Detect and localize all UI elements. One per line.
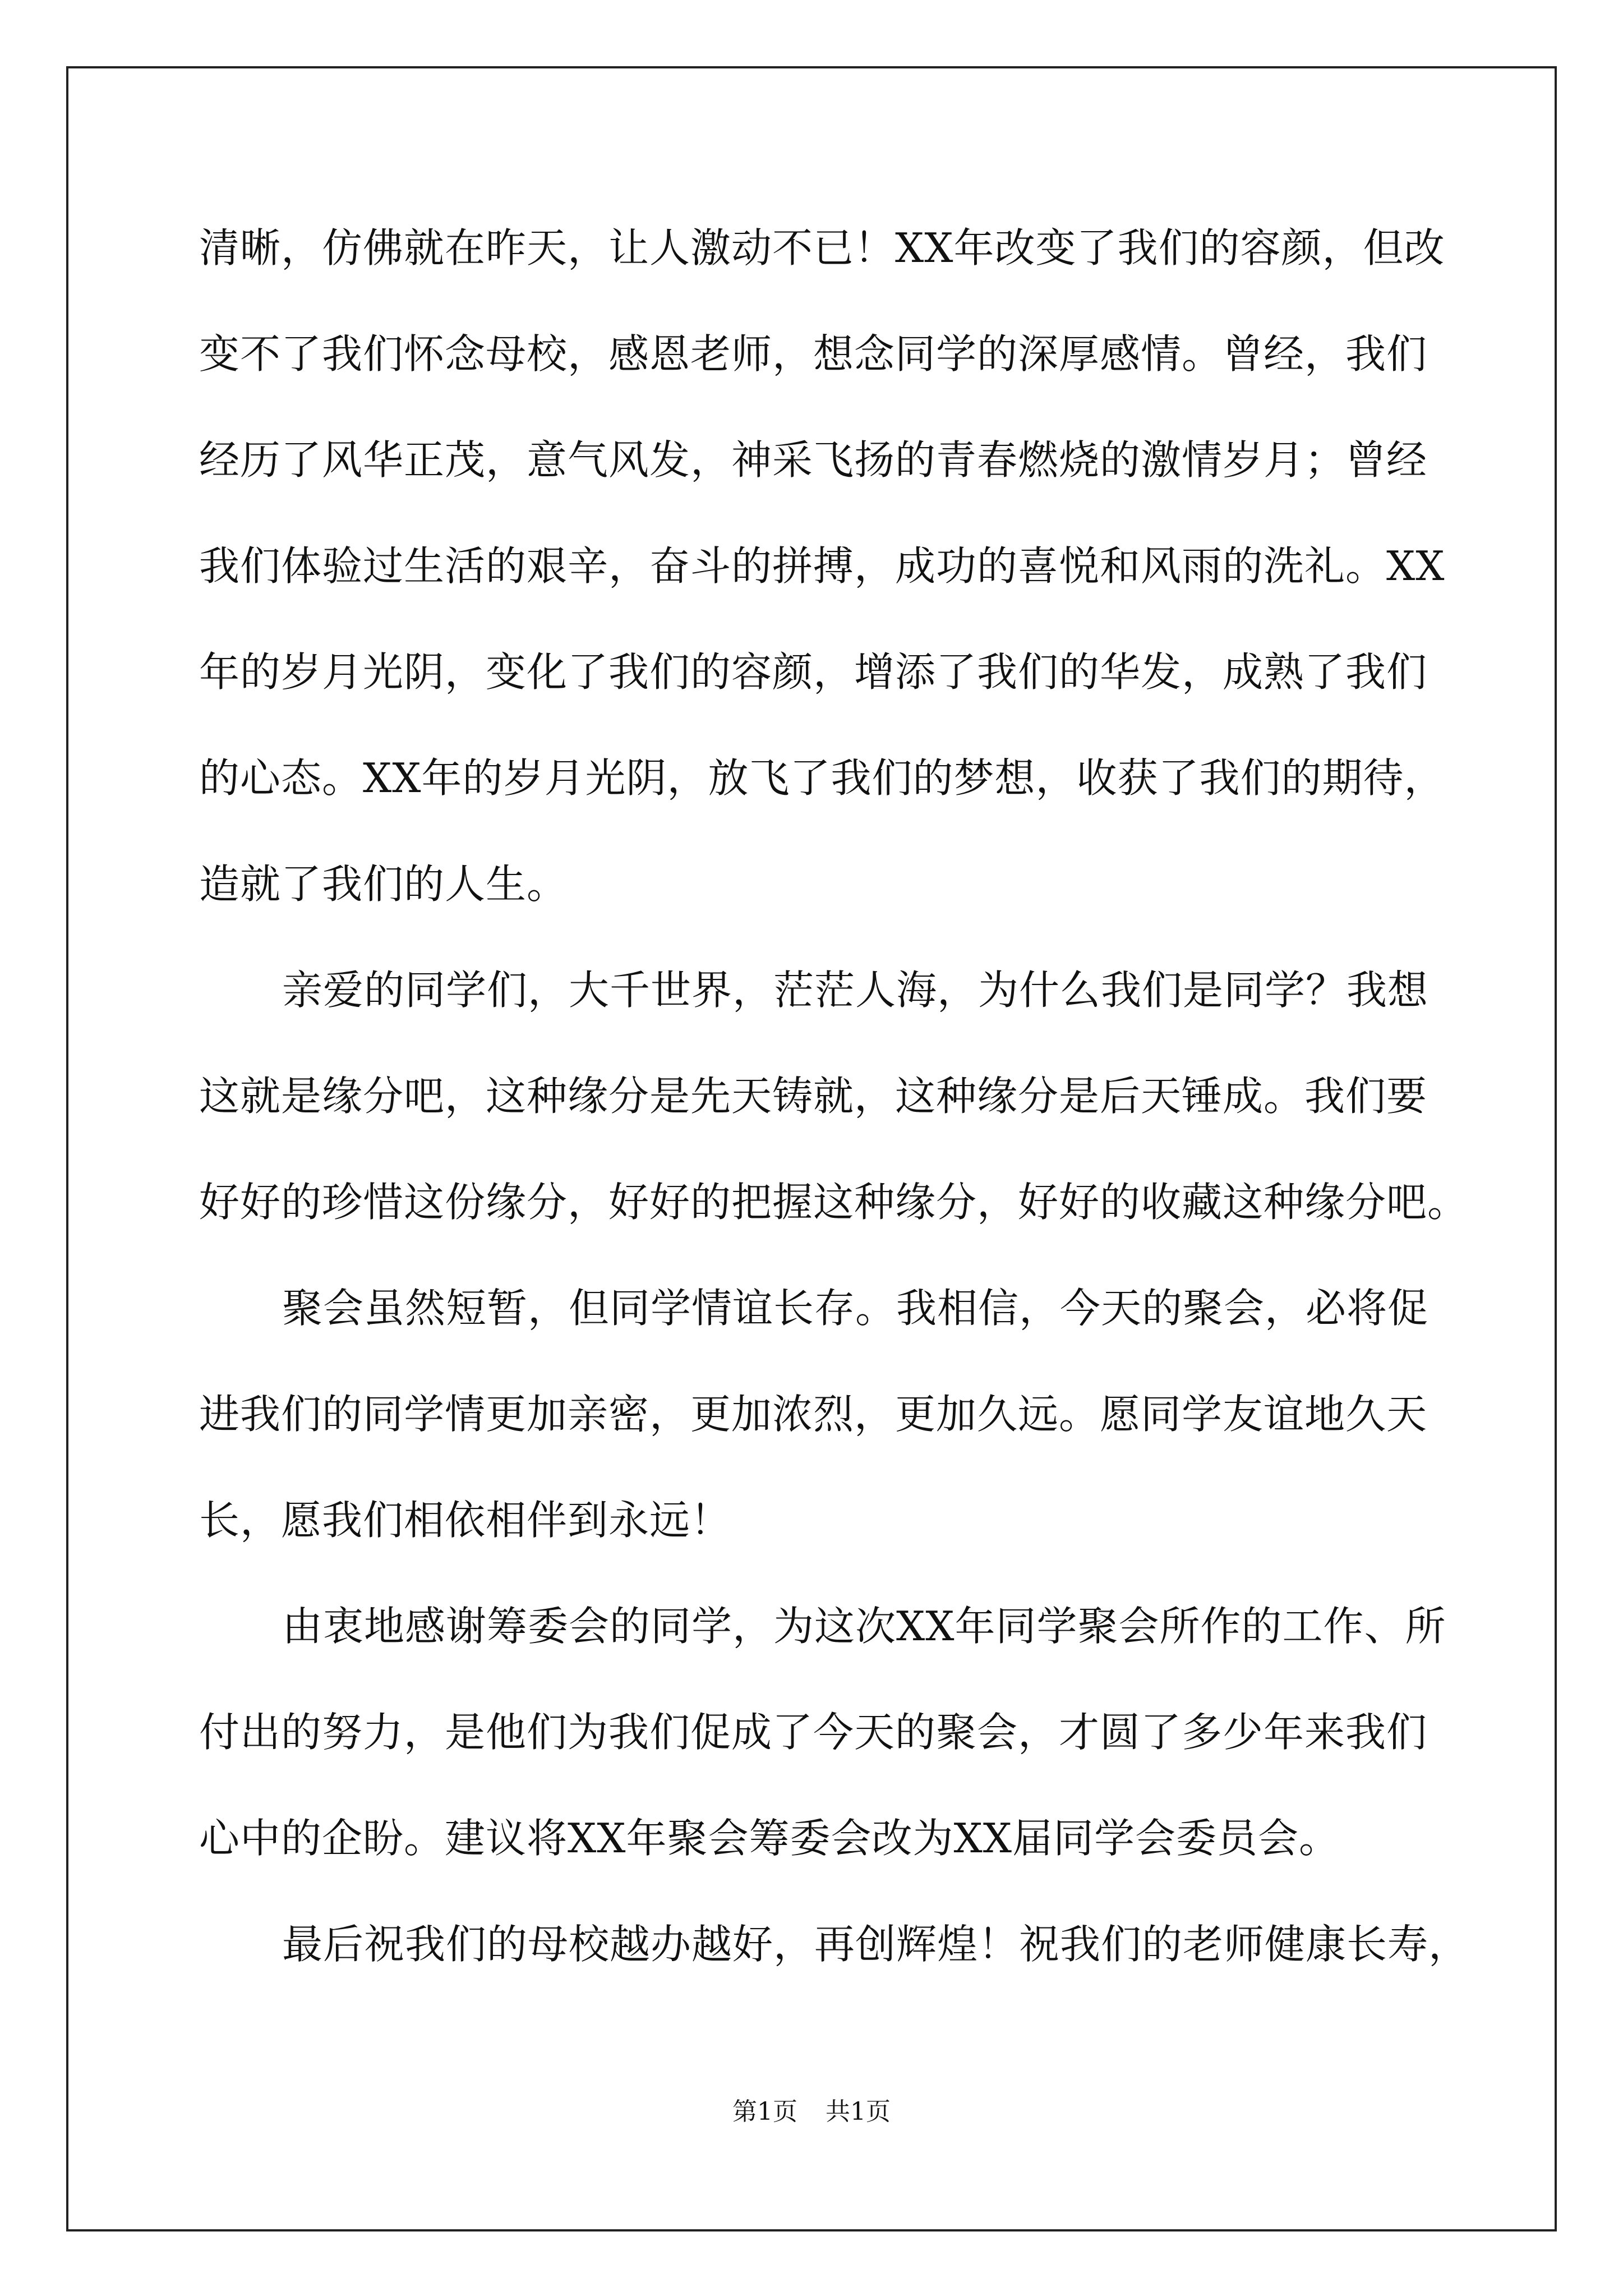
paragraph-start-line: 亲爱的同学们，大千世界，茫茫人海，为什么我们是同学？我想 bbox=[282, 967, 1429, 1014]
text-line: 造就了我们的人生。 bbox=[199, 861, 568, 908]
text-line: 心中的企盼。建议将XX年聚会筹委会改为XX届同学会委员会。 bbox=[199, 1815, 1340, 1862]
text-line: 进我们的同学情更加亲密，更加浓烈，更加久远。愿同学友谊地久天 bbox=[199, 1391, 1428, 1438]
paragraph-start-line: 最后祝我们的母校越办越好，再创辉煌！祝我们的老师健康长寿， bbox=[282, 1921, 1470, 1968]
paragraph-start-line: 聚会虽然短暂，但同学情谊长存。我相信，今天的聚会，必将促 bbox=[282, 1285, 1429, 1332]
text-line: 好好的珍惜这份缘分，好好的把握这种缘分，好好的收藏这种缘分吧。 bbox=[199, 1179, 1469, 1226]
text-line: 这就是缘分吧，这种缘分是先天铸就，这种缘分是后天锤成。我们要 bbox=[199, 1073, 1428, 1120]
text-line: 的心态。XX年的岁月光阴，放飞了我们的梦想，收获了我们的期待， bbox=[199, 754, 1445, 802]
text-line: 年的岁月光阴，变化了我们的容颜，增添了我们的华发，成熟了我们 bbox=[199, 648, 1428, 696]
text-line: 付出的努力，是他们为我们促成了今天的聚会，才圆了多少年来我们 bbox=[199, 1709, 1428, 1756]
page-footer bbox=[0, 2095, 1623, 2129]
paragraph-start-line: 由衷地感谢筹委会的同学，为这次XX年同学聚会所作的工作、所 bbox=[282, 1603, 1446, 1650]
document-body bbox=[199, 214, 1470, 2017]
page-number-current: 第1页 bbox=[732, 2097, 797, 2126]
text-line: 长，愿我们相依相伴到永远！ bbox=[199, 1497, 732, 1544]
page-number-total: 共1页 bbox=[826, 2097, 891, 2126]
text-line: 我们体验过生活的艰辛，奋斗的拼搏，成功的喜悦和风雨的洗礼。XX bbox=[199, 542, 1445, 590]
text-line: 变不了我们怀念母校，感恩老师，想念同学的深厚感情。曾经，我们 bbox=[199, 330, 1428, 378]
text-line: 清晰，仿佛就在昨天，让人激动不已！XX年改变了我们的容颜，但改 bbox=[199, 224, 1445, 272]
text-line: 经历了风华正茂，意气风发，神采飞扬的青春燃烧的激情岁月；曾经 bbox=[199, 436, 1428, 484]
